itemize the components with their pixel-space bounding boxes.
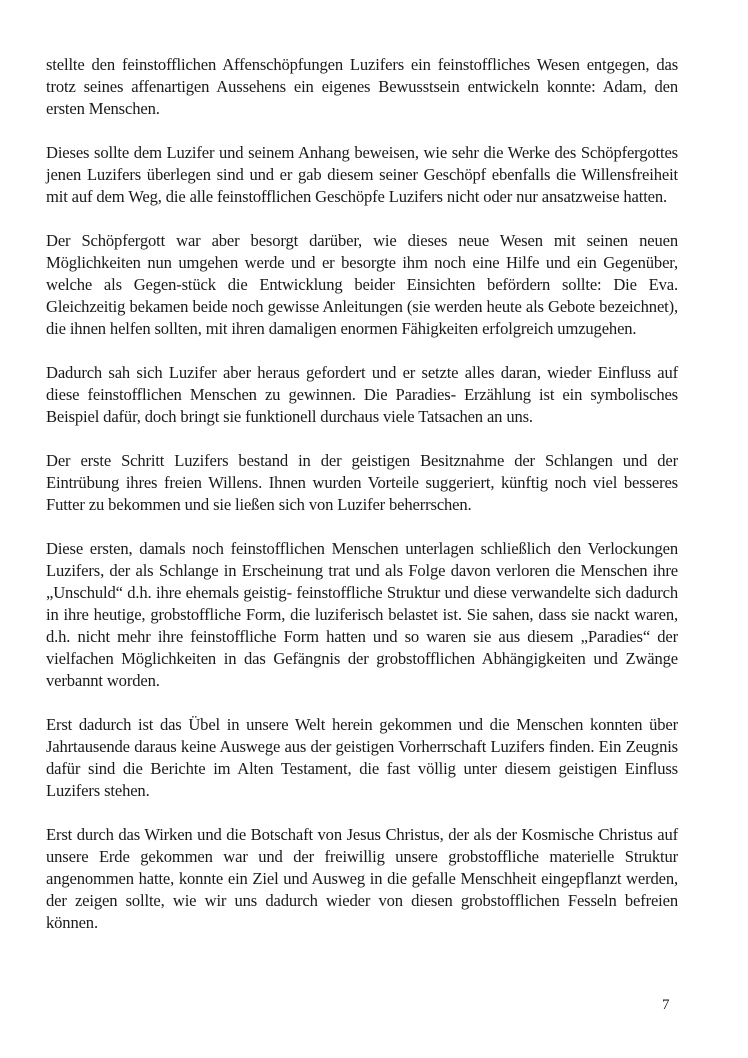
paragraph-schlangen: Der erste Schritt Luzifers bestand in der geistigen Besitznahme der Schlangen und der Eintrübung ihres freien Willens. Ihnen wurden Vorteile suggeriert, künftig noch viel besseres Futter zu bekommen und sie ließen sich von Luzifer beherrschen. <box>46 451 678 514</box>
paragraph-verlockungen: Diese ersten, damals noch feinstofflichen Menschen unterlagen schließlich den Verlockungen Luzifers, der als Schlange in Erscheinung trat und als Folge davon verloren die Menschen ihre „Unschuld“ d.h. ihre ehemals geistig- feinstoffliche Struktur und diese verwandelte sich dadurch in ihre heutige, grobstoffliche Form, die luziferisch belastet ist. Sie sahen, dass sie nackt waren, d.h. nicht mehr ihre feinstoffliche Form hatten und so waren sie aus diesem „Paradies“ der vielfachen Möglichkeiten in das Gefängnis der grobstofflichen Abhängigkeiten und Zwänge verbannt worden. <box>46 539 678 690</box>
paragraph-willensfreiheit: Dieses sollte dem Luzifer und seinem Anhang beweisen, wie sehr die Werke des Schöpfergottes jenen Luzifers überlegen sind und er gab diesem seiner Geschöpf ebenfalls die Willensfreiheit mit auf dem Weg, die alle feinstofflichen Geschöpfe Luzifers nicht oder nur ansatzweise hatten. <box>46 143 678 206</box>
paragraph-christus: Erst durch das Wirken und die Botschaft von Jesus Christus, der als der Kosmische Christus auf unsere Erde gekommen war und der freiwillig unsere grobstoffliche materielle Struktur angenommen hatte, konnte ein Ziel und Ausweg in die gefalle Menschheit eingepflanzt werden, der zeigen sollte, wie wir uns dadurch wieder von diesen grobstofflichen Fesseln befreien können. <box>46 825 678 932</box>
paragraph-adam: stellte den feinstofflichen Affenschöpfungen Luzifers ein feinstoffliches Wesen entgegen, das trotz seines affenartigen Aussehens ein eigenes Bewusstsein entwickeln konnte: Adam, den ersten Menschen. <box>46 55 678 118</box>
paragraph-eva: Der Schöpfergott war aber besorgt darüber, wie dieses neue Wesen mit seinen neuen Möglichkeiten nun umgehen werde und er besorgte ihm noch eine Hilfe und ein Gegenüber, welche als Gegen-stück die Entwicklung beider Einsichten befördern sollte: Die Eva. Gleichzeitig bekamen beide noch gewisse Anleitungen (sie werden heute als Gebote bezeichnet), die ihnen helfen sollten, mit ihren damaligen enormen Fähigkeiten erfolgreich umzugehen. <box>46 231 678 338</box>
page-number: 7 <box>662 997 670 1013</box>
paragraph-uebel: Erst dadurch ist das Übel in unsere Welt herein gekommen und die Menschen konnten über Jahrtausende daraus keine Auswege aus der geistigen Vorherrschaft Luzifers finden. Ein Zeugnis dafür sind die Berichte im Alten Testament, die fast völlig unter diesem geistigen Einfluss Luzifers stehen. <box>46 715 678 800</box>
paragraph-paradies: Dadurch sah sich Luzifer aber heraus gefordert und er setzte alles daran, wieder Einfluss auf diese feinstofflichen Menschen zu gewinnen. Die Paradies- Erzählung ist ein symbolisches Beispiel dafür, doch bringt sie funktionell durchaus viele Tatsachen an uns. <box>46 363 678 426</box>
document-body <box>46 54 678 956</box>
